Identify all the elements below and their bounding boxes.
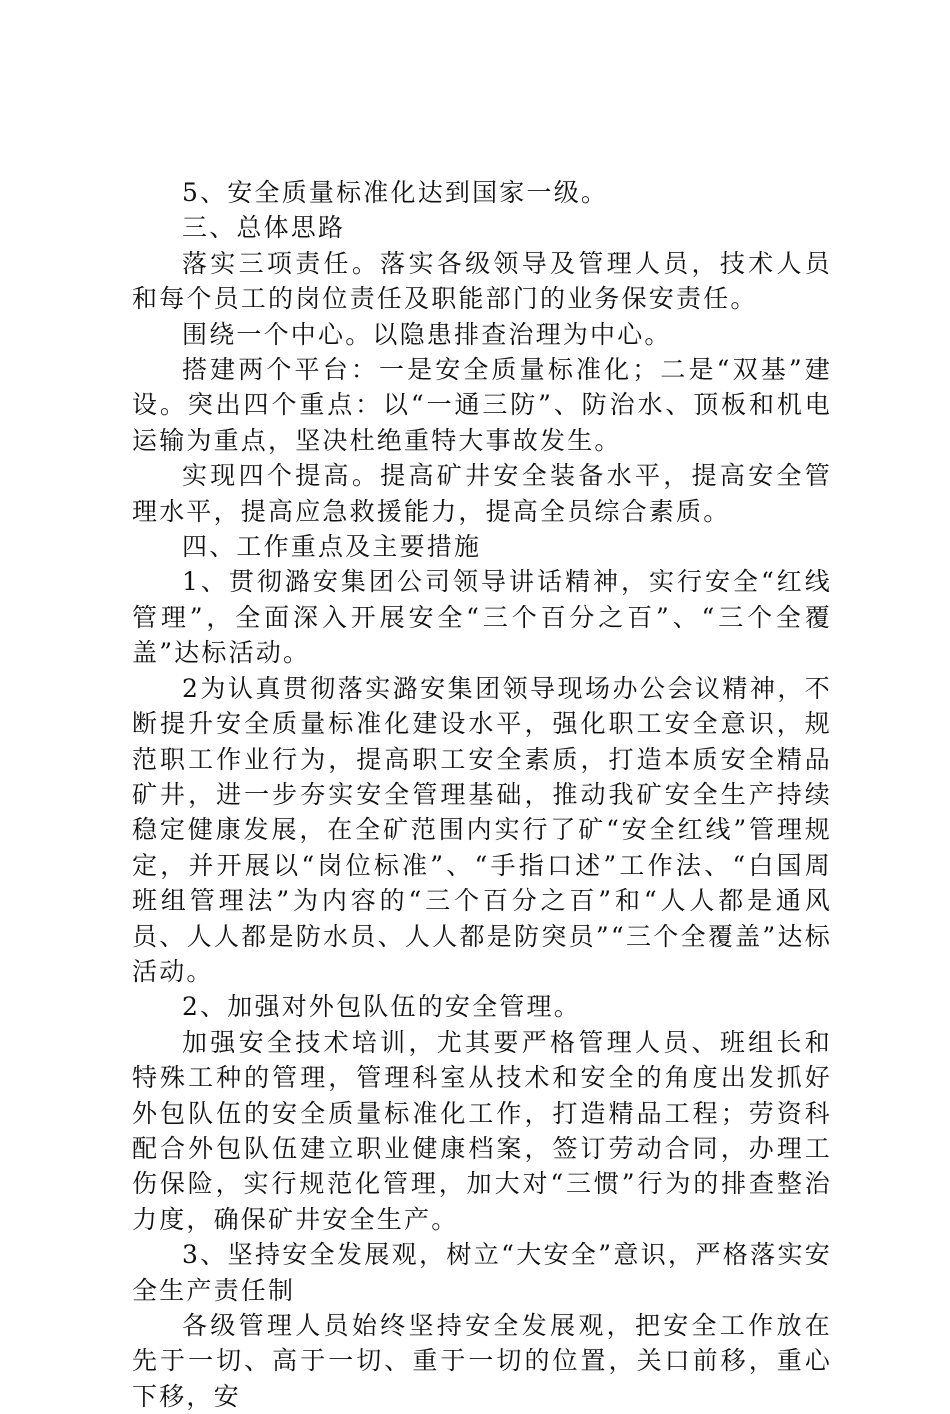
document-body bbox=[132, 175, 832, 1414]
heading-key-work-measures: 四、工作重点及主要措施 bbox=[182, 532, 482, 562]
paragraph-measure-1-detail: 2为认真贯彻落实潞安集团领导现场办公会议精神，不断提升安全质量标准化建设水平，强化职工安全意识，规范职工作业行为，提高职工安全素质，打造本质安全精品矿井，进一步夯实安全管理基础，推动我矿安全生产持续稳定健康发展，在全矿范围内实行了矿“安全红线”管理规定，并开展以“岗位标准”、“手指口述”工作法、“白国周班组管理法”为内容的“三个百分之百”和“人人都是通风员、人人都是防水员、人人都是防突员”“三个全覆盖”达标活动。 bbox=[132, 673, 832, 986]
heading-measure-2: 2、加强对外包队伍的安全管理。 bbox=[182, 992, 581, 1022]
paragraph-standard-level: 5、安全质量标准化达到国家一级。 bbox=[182, 178, 609, 207]
paragraph-two-platforms: 搭建两个平台：一是安全质量标准化；二是“双基”建设。突出四个重点：以“一通三防”、防治水、顶板和机电运输为重点，坚决杜绝重特大事故发生。 bbox=[132, 355, 832, 455]
paragraph-measure-3-detail: 各级管理人员始终坚持安全发展观，把安全工作放在先于一切、高于一切、重于一切的位置，关口前移，重心下移，安 bbox=[132, 1311, 832, 1411]
heading-measure-3: 3、坚持安全发展观，树立“大安全”意识，严格落实安全生产责任制 bbox=[132, 1240, 832, 1305]
paragraph-one-center: 围绕一个中心。以隐患排查治理为中心。 bbox=[182, 319, 672, 349]
heading-overall-approach: 三、总体思路 bbox=[182, 213, 346, 243]
paragraph-measure-1: 1、贯彻潞安集团公司领导讲话精神，实行安全“红线管理”，全面深入开展安全“三个百分之百”、“三个全覆盖”达标活动。 bbox=[132, 567, 832, 668]
paragraph-three-responsibilities: 落实三项责任。落实各级领导及管理人员，技术人员和每个员工的岗位责任及职能部门的业务保安责任。 bbox=[132, 248, 832, 314]
paragraph-four-improvements: 实现四个提高。提高矿井安全装备水平，提高安全管理水平，提高应急救援能力，提高全员综合素质。 bbox=[132, 461, 832, 526]
paragraph-measure-2-detail: 加强安全技术培训，尤其要严格管理人员、班组长和特殊工种的管理，管理科室从技术和安全的角度出发抓好外包队伍的安全质量标准化工作，打造精品工程；劳资科配合外包队伍建立职业健康档案，签订劳动合同，办理工伤保险，实行规范化管理，加大对“三惯”行为的排查整治力度，确保矿井安全生产。 bbox=[132, 1027, 832, 1234]
